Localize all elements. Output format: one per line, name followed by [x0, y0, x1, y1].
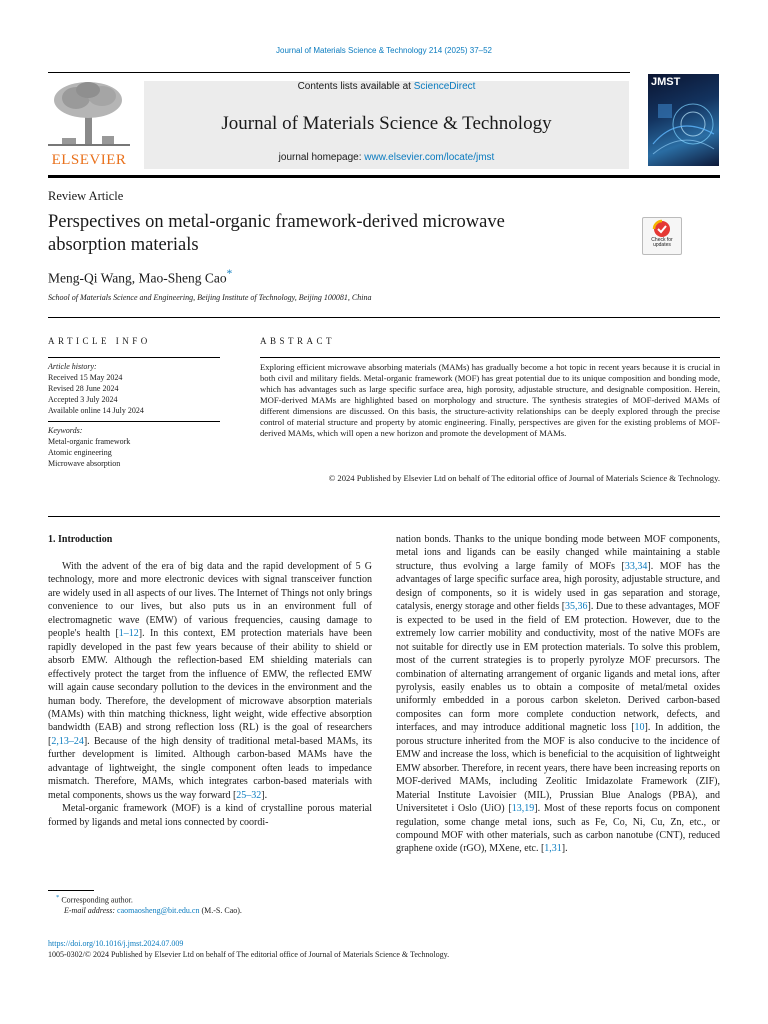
body-column-left [48, 560, 372, 829]
keyword-item: Microwave absorption [48, 459, 121, 468]
email-label: E-mail address: [64, 906, 118, 915]
citation-link[interactable]: 35,36 [565, 601, 588, 613]
article-title-line-2: absorption materials [48, 235, 199, 255]
journal-cover-image[interactable] [648, 74, 719, 166]
history-received: Received 15 May 2024 [48, 373, 123, 382]
header-top-rule [48, 72, 630, 73]
citation-link[interactable]: 1,31 [544, 843, 562, 855]
paragraph-text: ]. In addition, the porous structure inherited from the MOF is also conducive to the incidence of EMW and increase the loss, which is beneficial to the acquisition of lightweight EMW absorber. Therefore, in recent years, there have been increasing reports on MOF-derived MAMs, including Zeolitic Imidazolate Framework (ZIF), Material Institute Lavoisier (MIL), Prussian Blue Analogs (PBA), and Universitetet i Oslo (UiO) [ [396, 722, 720, 815]
keyword-item: Metal-organic framework [48, 437, 131, 446]
elsevier-tree-icon [48, 80, 130, 150]
corresponding-author-mark[interactable]: * [226, 268, 233, 280]
body-column-right [396, 533, 720, 856]
paragraph-text: ]. Due to these advantages, MOF is expected to be used in the field of EM protection. However, due to the extremely low carrier mobility and conductivity, most of the native MOFs are not suitable for directly use in EM protection materials. To solve this problem, most of the current strategies is to properly pyrolyze MOF precursors. The combination of alternating arrangement of organic ligands and metal ions, after pyrolysis, easily enables us to obtain a composite of metal/metal oxides uniformly embedded in a porous carbon skeleton. Derived carbon-based composites can form more complete conduction network, defects, and interfaces, and may introduce additional magnetic loss [ [396, 601, 720, 734]
email-suffix: (M.-S. Cao). [199, 906, 242, 915]
body-top-rule [48, 516, 720, 517]
elsevier-wordmark: ELSEVIER [51, 152, 127, 168]
homepage-link[interactable]: www.elsevier.com/locate/jmst [364, 152, 495, 163]
contents-prefix: Contents lists available at [297, 81, 414, 92]
check-for-updates-badge[interactable] [642, 217, 682, 255]
paragraph [396, 533, 720, 856]
paragraph [48, 560, 372, 802]
keyword-item: Atomic engineering [48, 448, 112, 457]
homepage-prefix: journal homepage: [278, 152, 365, 163]
citation-link[interactable]: 2,13–24 [51, 735, 84, 747]
article-type: Review Article [48, 189, 124, 203]
paragraph-text: ]. Because of the high density of traditional metal-based MAMs, its further development is limited. Although carbon-based MAMs have the advantage of lightweight, the single component often leads to impedance mismatch. Therefore, MAMs, which integrates carbon-based materials with metal components, shows us the way forward [ [48, 735, 372, 801]
paragraph-text: nation bonds. Thanks to the unique bonding mode between MOF components, metal ions and ligands can be easily changed while maintaining a stable structure, thus evolving a large family of MOFs [ [396, 534, 720, 572]
abstract-heading: ABSTRACT [260, 336, 336, 346]
cover-art-icon [648, 74, 719, 166]
history-online: Available online 14 July 2024 [48, 406, 144, 415]
footnote-mark: * [56, 894, 60, 901]
paragraph-text: With the advent of the era of big data and the rapid development of 5 G technology, more and more electronic devices with signal transceiver function are widely used in all aspects of our lives. The Internet of Things not only brings convenience to our lives, but also puts us in an environment full of electromagnetic wave (EMW) of various frequencies, causing damage to people's health [ [48, 561, 372, 640]
journal-name: Journal of Materials Science & Technology [221, 113, 552, 134]
contents-availability [144, 81, 629, 92]
citation-link[interactable]: 33,34 [624, 560, 648, 572]
article-info-heading: ARTICLE INFO [48, 336, 151, 346]
paragraph-text: ]. MOF has the advantages of large specific surface area, high porosity, adjustable structure, and design of components, so it is widely used in gas separation and storage, catalysis, energy storage and other fields [ [396, 560, 720, 613]
author-names: Meng-Qi Wang, Mao-Sheng Cao [48, 270, 227, 286]
section-heading-introduction: 1. Introduction [48, 534, 113, 545]
history-accepted: Accepted 3 July 2024 [48, 395, 118, 404]
journal-citation-link[interactable]: Journal of Materials Science & Technology 214 (2025) 37–52 [276, 46, 492, 55]
article-title [48, 211, 608, 257]
abstract-copyright: © 2024 Published by Elsevier Ltd on behalf of The editorial office of Journal of Materials Science & Technology. [328, 473, 720, 483]
keywords-rule [48, 421, 220, 422]
abstract-rule [260, 357, 720, 358]
paragraph-text: ]. [561, 843, 568, 855]
affiliation: School of Materials Science and Engineering, Beijing Institute of Technology, Beijing 100081, China [48, 293, 372, 302]
article-title-line-1: Perspectives on metal-organic framework-derived microwave [48, 212, 505, 232]
citation-link[interactable]: 10 [634, 722, 645, 734]
cover-title: JMST [651, 76, 681, 88]
citation-link[interactable]: 1–12 [118, 628, 139, 640]
footnote-email [64, 906, 242, 915]
citation-link[interactable]: 25–32 [236, 789, 262, 801]
authors [48, 268, 232, 287]
history-label: Article history: [48, 362, 97, 371]
citation-link[interactable]: 13,19 [511, 803, 535, 815]
footnote-corresponding [56, 894, 133, 905]
sciencedirect-link[interactable]: ScienceDirect [413, 81, 476, 92]
footnote-text: Corresponding author. [61, 895, 133, 905]
paragraph-text: ]. [261, 789, 268, 801]
doi-link[interactable]: https://doi.org/10.1016/j.jmst.2024.07.009 [48, 939, 184, 948]
history-revised: Revised 28 June 2024 [48, 384, 119, 393]
check-updates-label: Check for updates [651, 237, 673, 248]
article-info-rule [48, 357, 220, 358]
info-top-rule [48, 317, 720, 318]
paragraph-text: ]. In this context, EM protection materials have been rapidly developed in the past few years because of their ability to shield or absorb EMW. Although the reflection-based EM shielding materials can effectively protect the target from the influence of EMW, the reflected EMW will again cause secondary pollution to the devices in the environment and the human body. Therefore, the development of microwave absorption materials (MAMs) with thin matching thickness, light weight, wide effective absorption bandwidth (EAB) and strong reflection loss (RL) is the goal of researchers [ [48, 628, 372, 747]
footnote-rule [48, 890, 94, 891]
email-link[interactable]: caomaosheng@bit.edu.cn [117, 906, 200, 915]
abstract-text: Exploring efficient microwave absorbing materials (MAMs) has gradually become a hot topic in recent years because it is crucial in both civil and military fields. Metal-organic framework (MOF) has great potential due to its unique composition and bonding mode, which has advantages such as large specific surface area, high porosity, adjustable structure, and designable composition. Herein, MOF-derived MAMs are highlighted based on morphology and structure. The synthesis strategies of MOF-derived MAMs of different dimensions are discussed. On this basis, the structure-activity relationships can be deeply explored through the precise control of material structure and property by atomic engineering. Finally, perspectives are given for the existing problems of MOF-derived MAMs, which will open a new horizon and promote the development of MAMs. [260, 362, 720, 438]
keywords-label: Keywords: [48, 426, 83, 435]
paragraph-text: ]. Most of these reports focus on component regulation, some change metal ions, such as Fe, Co, Ni, Cu, Zn, etc., or compound MOF with other materials, such as carbon nanotube (CNT), reduced graphene oxide (rGO), MXene, etc. [ [396, 803, 720, 855]
paragraph: Metal-organic framework (MOF) is a kind of crystalline porous material formed by ligands and metal ions connected by coordi- [48, 803, 372, 828]
journal-homepage [144, 152, 629, 163]
header-bottom-rule [48, 175, 720, 178]
issn-copyright: 1005-0302/© 2024 Published by Elsevier Ltd on behalf of The editorial office of Journal of Materials Science & Technology. [48, 950, 450, 959]
